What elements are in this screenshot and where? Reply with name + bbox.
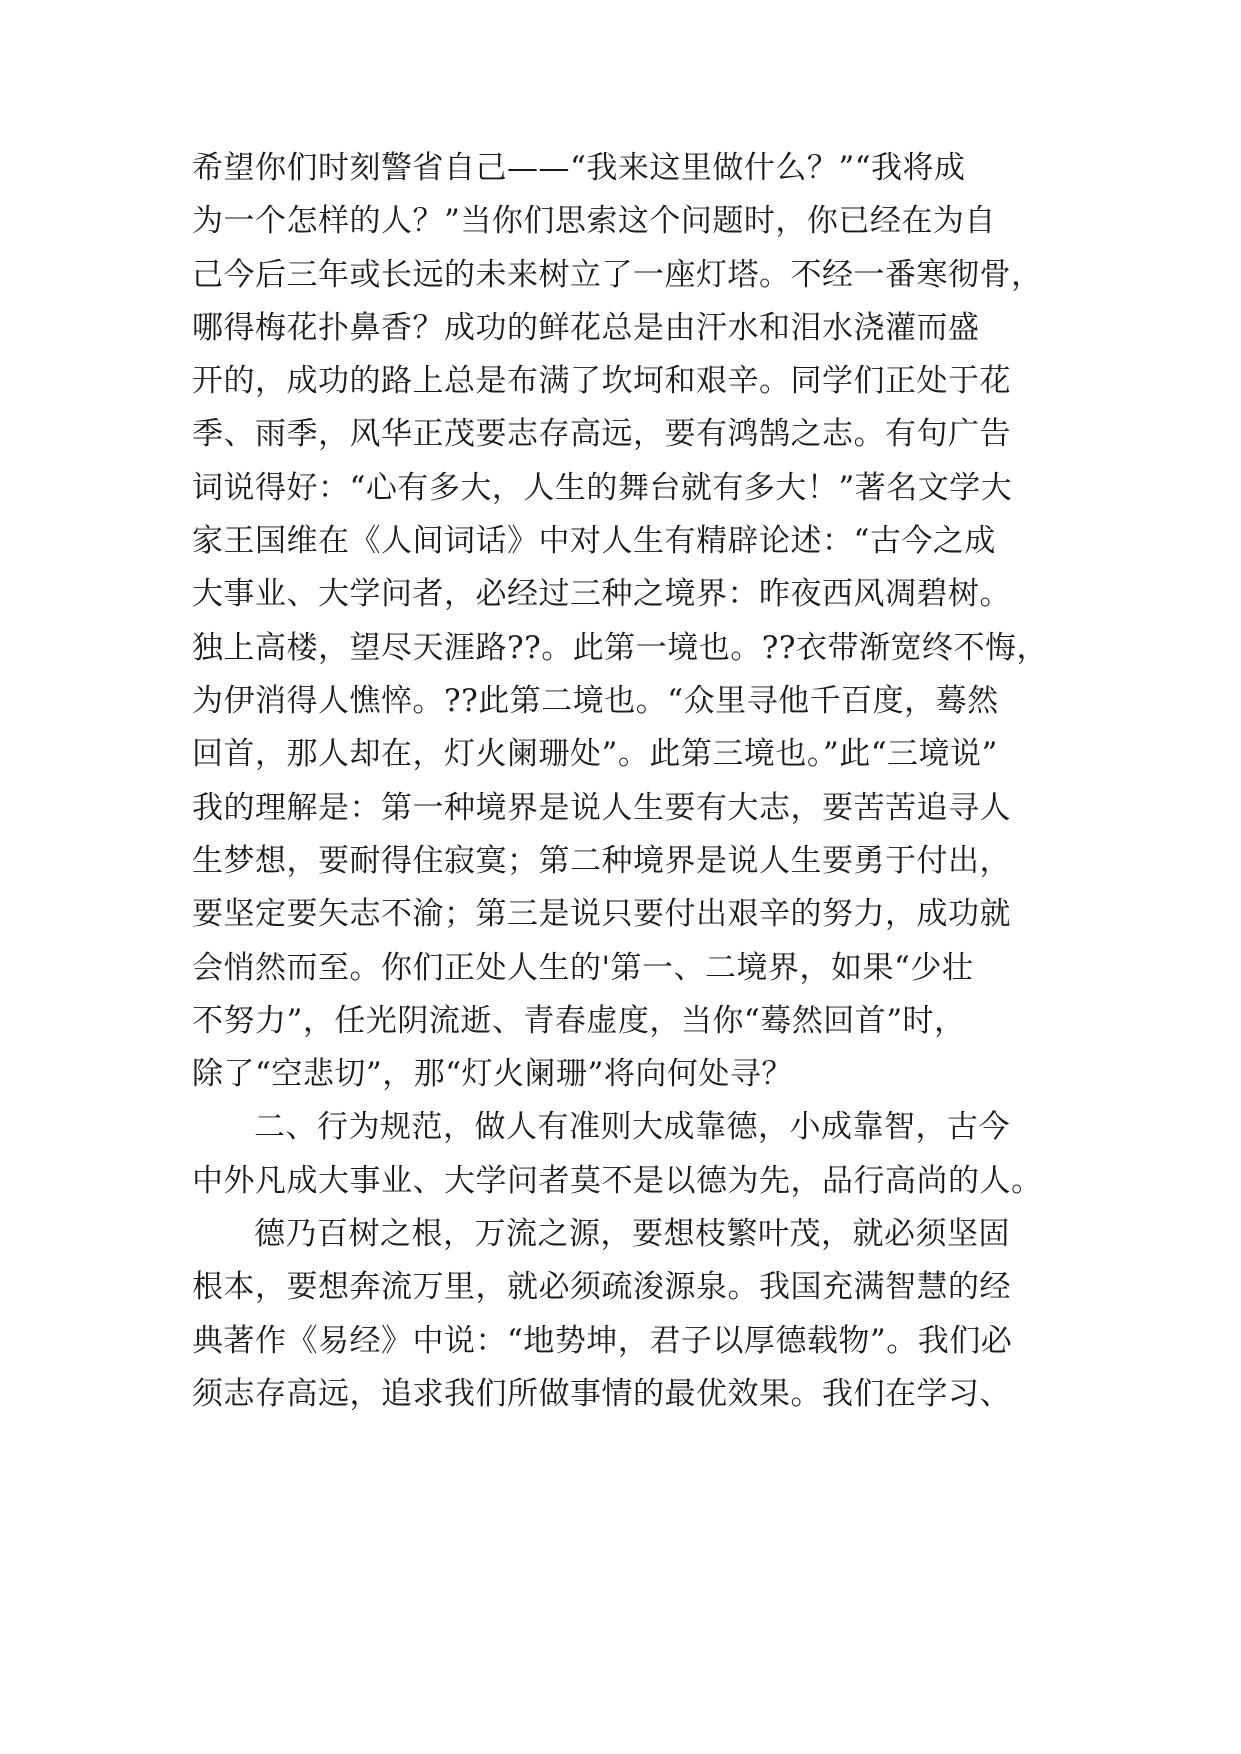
text-line: 须志存高远，追求我们所做事情的最优效果。我们在学习、	[192, 1376, 1011, 1412]
paragraph-first-line: 二、行为规范，做人有准则大成靠德，小成靠智，古今	[254, 1109, 1010, 1145]
text-line: 己今后三年或长远的未来树立了一座灯塔。不经一番寒彻骨，	[192, 257, 1043, 293]
text-line: 不努力”，任光阴流逝、青春虚度，当你“蓦然回首”时，	[192, 1003, 966, 1039]
paragraph-first-line: 德乃百树之根，万流之源，要想枝繁叶茂，就必须坚固	[254, 1216, 1010, 1252]
text-line: 根本，要想奔流万里，就必须疏浚源泉。我国充满智慧的经	[192, 1269, 1011, 1305]
text-line: 独上高楼，望尽天涯路??。此第一境也。??衣带渐宽终不悔，	[192, 630, 1048, 666]
text-line: 季、雨季，风华正茂要志存高远，要有鸿鹄之志。有句广告	[192, 416, 1011, 452]
text-line: 为伊消得人憔悴。??此第二境也。“众里寻他千百度，蓦然	[192, 683, 999, 719]
text-line: 开的，成功的路上总是布满了坎坷和艰辛。同学们正处于花	[192, 363, 1011, 399]
text-line: 回首，那人却在，灯火阑珊处”。此第三境也。”此“三境说”	[192, 736, 998, 772]
text-line: 词说得好：“心有多大，人生的舞台就有多大！”著名文学大	[192, 470, 1013, 506]
text-line: 哪得梅花扑鼻香？成功的鲜花总是由汗水和泪水浇灌而盛	[192, 310, 980, 346]
text-line: 生梦想，要耐得住寂寞；第二种境界是说人生要勇于付出，	[192, 843, 1011, 879]
text-line: 我的理解是：第一种境界是说人生要有大志，要苦苦追寻人	[192, 790, 1011, 826]
text-line: 会悄然而至。你们正处人生的'第一、二境界，如果“少壮	[192, 950, 974, 986]
text-line: 除了“空悲切”，那“灯火阑珊”将向何处寻？	[192, 1056, 793, 1092]
text-line: 典著作《易经》中说：“地势坤，君子以厚德载物”。我们必	[192, 1323, 1013, 1359]
text-line: 为一个怎样的人？”当你们思索这个问题时，你已经在为自	[192, 203, 996, 239]
text-line: 希望你们时刻警省自己——“我来这里做什么？”“我将成	[192, 150, 966, 186]
text-line: 大事业、大学问者，必经过三种之境界：昨夜西风凋碧树。	[192, 576, 1011, 612]
text-line: 中外凡成大事业、大学问者莫不是以德为先，品行高尚的人。	[192, 1163, 1043, 1199]
text-line: 家王国维在《人间词话》中对人生有精辟论述：“古今之成	[192, 523, 996, 559]
text-line: 要坚定要矢志不渝；第三是说只要付出艰辛的努力，成功就	[192, 896, 1011, 932]
